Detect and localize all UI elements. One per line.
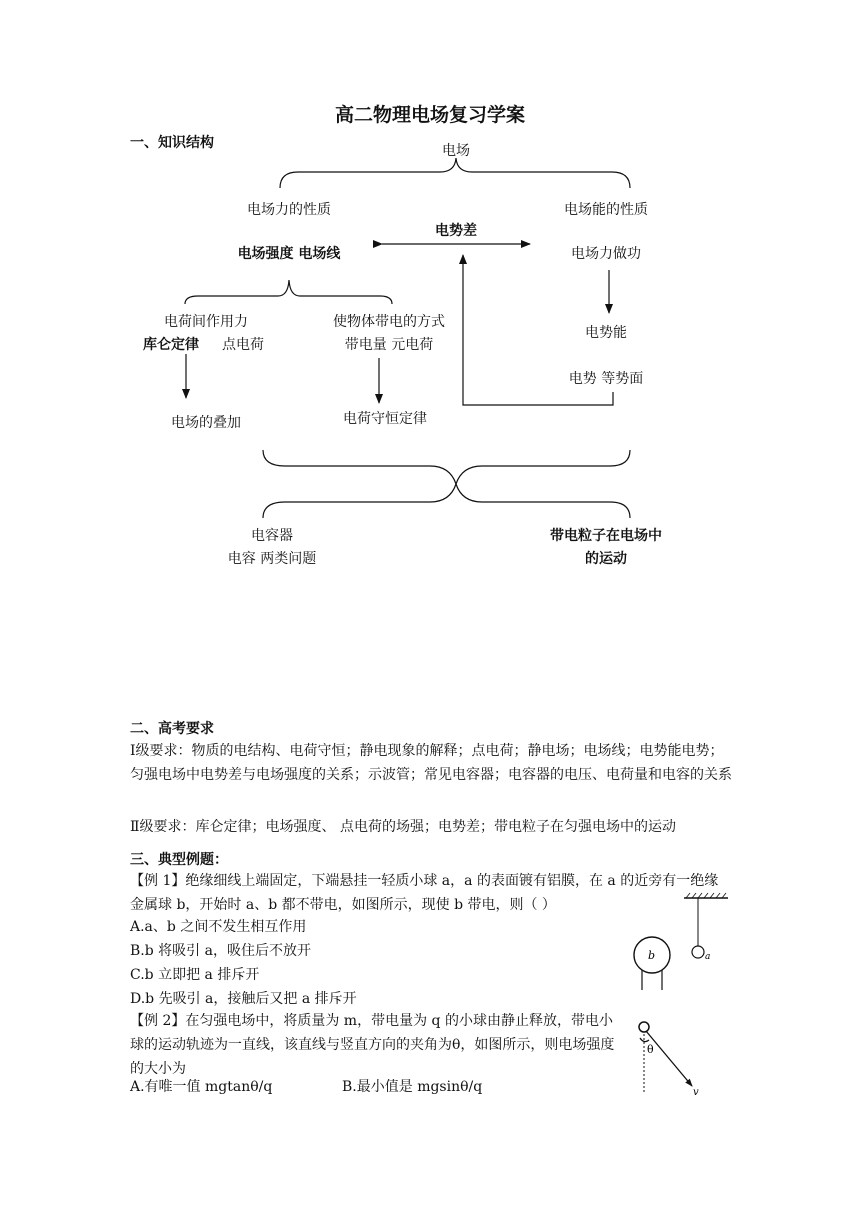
node-field-force-work: 电场力做功	[571, 246, 641, 262]
node-charge-elementary: 带电量 元电荷	[344, 337, 434, 353]
example1-option-a: A.a、b 之间不发生相互作用	[130, 919, 307, 935]
example1-option-d: D.b 先吸引 a，接触后又把 a 排斥开	[130, 991, 357, 1007]
brace-bottom-upper	[263, 450, 630, 484]
ball-a	[692, 946, 704, 958]
example1-stem: 【例 1】绝缘细线上端固定，下端悬挂一轻质小球 a，a 的表面镀有铝膜，在 a 的近旁有一绝缘金属球 b，开始时 a、b 都不带电，如图所示，现使 b 带电，则（ ）	[130, 873, 719, 913]
label-ball-b: b	[648, 949, 656, 962]
example1-option-b: B.b 将吸引 a，吸住后不放开	[130, 943, 311, 959]
node-interaction-force: 电荷间作用力	[164, 314, 248, 330]
node-point-charge: 点电荷	[222, 337, 264, 353]
node-field-strength-lines: 电场强度 电场线	[237, 246, 341, 262]
node-superposition: 电场的叠加	[171, 415, 241, 431]
node-capacitance-problems: 电容 两类问题	[227, 551, 317, 567]
example2-option-b: B.最小值是 mgsinθ/q	[342, 1079, 483, 1095]
released-ball	[639, 1022, 649, 1032]
page-title: 高二物理电场复习学案	[334, 104, 526, 126]
example2-figure	[630, 1016, 710, 1100]
velocity-label: v	[693, 1087, 699, 1098]
node-particle-motion-line1: 带电粒子在电场中	[550, 528, 662, 544]
example1-option-c: C.b 立即把 a 排斥开	[130, 967, 260, 983]
node-force-property: 电场力的性质	[247, 202, 331, 218]
example2-stem: 【例 2】在匀强电场中，将质量为 m，带电量为 q 的小球由静止释放，带电小球的运动轨迹为一直线，该直线与竖直方向的夹角为θ，如图所示，则电场强度的大小为	[130, 1013, 615, 1077]
requirements-level1: Ⅰ级要求：物质的电结构、电荷守恒；静电现象的解释；点电荷；静电场；电场线；电势能电势；匀强电场中电势差与电场强度的关系；示波管；常见电容器；电容器的电压、电荷量和电容的关系	[130, 743, 732, 783]
section-heading-requirements: 二、高考要求	[130, 721, 214, 737]
angle-label: θ	[647, 1043, 654, 1056]
node-potential-equipotential: 电势 等势面	[568, 371, 644, 387]
example2-option-a: A.有唯一值 mgtanθ/q	[130, 1079, 273, 1095]
section-heading-knowledge: 一、知识结构	[130, 135, 214, 151]
trajectory-arrow	[646, 1031, 692, 1086]
node-particle-motion-line2: 的运动	[585, 551, 627, 567]
example1-figure	[628, 892, 738, 992]
brace-bottom-lower	[263, 484, 630, 518]
brace-top	[280, 158, 630, 188]
node-coulomb-law: 库仑定律	[143, 337, 199, 353]
label-ball-a: a	[705, 952, 711, 962]
section-heading-examples: 三、典型例题：	[130, 852, 228, 868]
node-energy-property: 电场能的性质	[564, 202, 648, 218]
node-potential-difference: 电势差	[435, 223, 477, 239]
brace-force	[185, 280, 392, 304]
node-potential-energy: 电势能	[585, 325, 627, 341]
requirements-level2: Ⅱ级要求：库仑定律；电场强度、 点电荷的场强；电势差；带电粒子在匀强电场中的运动	[130, 819, 676, 835]
node-charge-conservation: 电荷守恒定律	[343, 411, 427, 427]
node-capacitor: 电容器	[251, 528, 293, 544]
node-electric-field: 电场	[442, 143, 470, 159]
node-charging-methods: 使物体带电的方式	[333, 314, 445, 330]
